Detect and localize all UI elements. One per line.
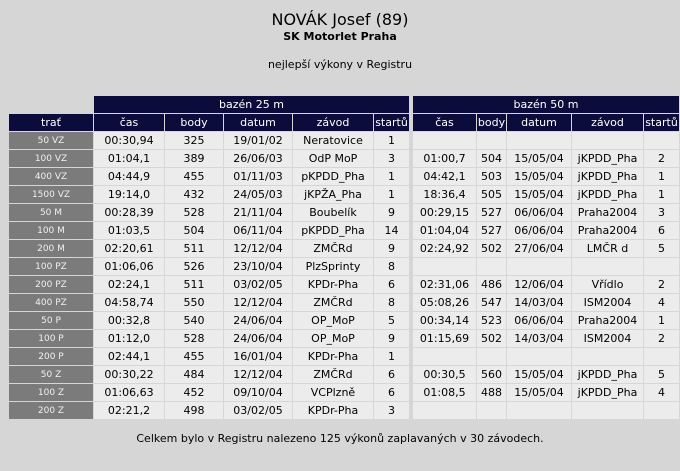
points-50-cell: 502: [477, 330, 506, 347]
points-50-cell: 486: [477, 276, 506, 293]
time-25-cell: 01:06,63: [94, 384, 164, 401]
points-50-cell: 503: [477, 168, 506, 185]
col-starts-50-header: startů: [645, 116, 678, 129]
meet-25-cell: ZMČRd: [293, 240, 373, 257]
meet-50-cell: [572, 402, 643, 419]
meet-50-cell: [572, 132, 643, 149]
starts-25-cell: 1: [374, 132, 409, 149]
date-25-cell: 12/12/04: [224, 294, 292, 311]
date-25-cell: 12/12/04: [224, 240, 292, 257]
row-gap: [410, 186, 412, 203]
pool-25-header: bazén 25 m: [94, 96, 409, 113]
meet-50-cell: jKPDD_Pha: [572, 366, 643, 383]
pool-50-header: bazén 50 m: [413, 96, 679, 113]
points-50-cell: [477, 132, 506, 149]
starts-25-cell: 14: [374, 222, 409, 239]
time-50-cell: [413, 402, 476, 419]
time-50-cell: 01:04,04: [413, 222, 476, 239]
date-25-cell: 16/01/04: [224, 348, 292, 365]
time-50-cell: 01:00,7: [413, 150, 476, 167]
points-50-cell: 505: [477, 186, 506, 203]
event-cell[interactable]: 100 M: [9, 222, 93, 239]
event-cell[interactable]: 200 P: [9, 348, 93, 365]
date-50-cell: 06/06/04: [507, 312, 571, 329]
date-25-cell: 23/10/04: [224, 258, 292, 275]
points-25-cell: 432: [165, 186, 223, 203]
starts-50-cell: 4: [644, 294, 679, 311]
meet-50-cell: Praha2004: [572, 222, 643, 239]
meet-25-cell: pKPDD_Pha: [293, 222, 373, 239]
event-cell[interactable]: 200 PZ: [9, 276, 93, 293]
time-25-cell: 00:32,8: [94, 312, 164, 329]
table-row: [9, 168, 679, 185]
time-25-cell: 01:03,5: [94, 222, 164, 239]
time-50-cell: 04:42,1: [413, 168, 476, 185]
event-cell[interactable]: 200 M: [9, 240, 93, 257]
row-gap: [410, 132, 412, 149]
starts-50-cell: 1: [644, 186, 679, 203]
starts-50-cell: 5: [644, 240, 679, 257]
date-50-cell: 15/05/04: [507, 186, 571, 203]
points-25-cell: 526: [165, 258, 223, 275]
event-cell[interactable]: 100 Z: [9, 384, 93, 401]
time-50-cell: 00:30,5: [413, 366, 476, 383]
meet-50-cell: Praha2004: [572, 204, 643, 221]
event-cell[interactable]: 100 PZ: [9, 258, 93, 275]
date-25-cell: 21/11/04: [224, 204, 292, 221]
row-gap: [410, 150, 412, 167]
meet-25-cell: pKPDD_Pha: [293, 168, 373, 185]
starts-50-cell: 3: [644, 204, 679, 221]
starts-25-cell: 9: [374, 240, 409, 257]
event-cell[interactable]: 50 P: [9, 312, 93, 329]
points-50-cell: [477, 348, 506, 365]
points-25-cell: 325: [165, 132, 223, 149]
time-25-cell: 01:06,06: [94, 258, 164, 275]
points-25-cell: 511: [165, 276, 223, 293]
meet-25-cell: ZMČRd: [293, 294, 373, 311]
starts-25-cell: 5: [374, 312, 409, 329]
time-50-cell: 18:36,4: [413, 186, 476, 203]
date-25-cell: 03/02/05: [224, 276, 292, 293]
starts-25-cell: 1: [374, 348, 409, 365]
col-starts-25-header: startů: [375, 116, 408, 129]
col-date-25-header: datum: [224, 114, 292, 131]
time-50-cell: 00:29,15: [413, 204, 476, 221]
col-meet-25-header: závod: [293, 114, 373, 131]
table-row: [9, 330, 679, 347]
table-row: [9, 312, 679, 329]
row-gap: [410, 312, 412, 329]
col-event-header: trať: [9, 114, 93, 131]
time-25-cell: 02:24,1: [94, 276, 164, 293]
meet-50-cell: Vřídlo: [572, 276, 643, 293]
points-50-cell: 527: [477, 204, 506, 221]
points-25-cell: 498: [165, 402, 223, 419]
date-50-cell: 06/06/04: [507, 222, 571, 239]
time-25-cell: 00:30,22: [94, 366, 164, 383]
date-50-cell: [507, 402, 571, 419]
starts-50-cell: [644, 402, 679, 419]
event-cell[interactable]: 50 M: [9, 204, 93, 221]
table-row: [9, 348, 679, 365]
meet-50-cell: jKPDD_Pha: [572, 168, 643, 185]
starts-50-cell: [644, 348, 679, 365]
date-25-cell: 24/05/03: [224, 186, 292, 203]
row-gap: [410, 222, 412, 239]
meet-50-cell: jKPDD_Pha: [572, 150, 643, 167]
date-25-cell: 09/10/04: [224, 384, 292, 401]
meet-50-cell: jKPDD_Pha: [572, 384, 643, 401]
table-row: [9, 150, 679, 167]
time-25-cell: 01:12,0: [94, 330, 164, 347]
points-50-cell: 488: [477, 384, 506, 401]
points-25-cell: 452: [165, 384, 223, 401]
points-50-cell: 527: [477, 222, 506, 239]
time-25-cell: 04:58,74: [94, 294, 164, 311]
date-25-cell: 24/06/04: [224, 330, 292, 347]
event-cell[interactable]: 200 Z: [9, 402, 93, 419]
table-row: [9, 276, 679, 293]
starts-25-cell: 6: [374, 276, 409, 293]
starts-25-cell: 9: [374, 204, 409, 221]
starts-50-cell: 2: [644, 276, 679, 293]
time-50-cell: [413, 258, 476, 275]
date-50-cell: [507, 348, 571, 365]
starts-50-cell: 6: [644, 222, 679, 239]
time-25-cell: 00:30,94: [94, 132, 164, 149]
col-meet-50-header: závod: [572, 114, 643, 131]
date-50-cell: 15/05/04: [507, 150, 571, 167]
pool-header-row: [9, 96, 679, 113]
points-25-cell: 504: [165, 222, 223, 239]
time-25-cell: 01:04,1: [94, 150, 164, 167]
date-50-cell: 12/06/04: [507, 276, 571, 293]
meet-50-cell: [572, 348, 643, 365]
meet-25-cell: OdP MoP: [293, 150, 373, 167]
table-row: [9, 258, 679, 275]
table-row: [9, 366, 679, 383]
meet-25-cell: Boubelík: [293, 204, 373, 221]
date-50-cell: 15/05/04: [507, 384, 571, 401]
meet-50-cell: LMČR d: [572, 240, 643, 257]
meet-50-cell: ISM2004: [572, 330, 643, 347]
points-25-cell: 550: [165, 294, 223, 311]
points-25-cell: 528: [165, 204, 223, 221]
row-gap: [410, 384, 412, 401]
table-row: [9, 132, 679, 149]
date-25-cell: 24/06/04: [224, 312, 292, 329]
points-50-cell: 547: [477, 294, 506, 311]
points-25-cell: 511: [165, 240, 223, 257]
starts-50-cell: 4: [644, 384, 679, 401]
starts-25-cell: 3: [374, 150, 409, 167]
meet-50-cell: Praha2004: [572, 312, 643, 329]
meet-25-cell: jKPŽA_Pha: [293, 186, 373, 203]
date-25-cell: 06/11/04: [224, 222, 292, 239]
event-cell[interactable]: 1500 VZ: [9, 186, 93, 203]
swimmer-name: NOVÁK Josef (89): [271, 10, 409, 29]
event-cell[interactable]: 100 VZ: [9, 150, 93, 167]
points-50-cell: [477, 402, 506, 419]
page-subtitle: nejlepší výkony v Registru: [267, 58, 413, 71]
starts-50-cell: 2: [644, 330, 679, 347]
points-25-cell: 455: [165, 348, 223, 365]
date-50-cell: 14/03/04: [507, 330, 571, 347]
time-50-cell: [413, 348, 476, 365]
starts-25-cell: 6: [374, 384, 409, 401]
time-50-cell: 01:15,69: [413, 330, 476, 347]
time-25-cell: 02:44,1: [94, 348, 164, 365]
starts-50-cell: 5: [644, 366, 679, 383]
points-50-cell: 560: [477, 366, 506, 383]
row-gap: [410, 240, 412, 257]
row-gap: [410, 276, 412, 293]
points-25-cell: 484: [165, 366, 223, 383]
starts-50-cell: [644, 258, 679, 275]
meet-50-cell: ISM2004: [572, 294, 643, 311]
event-cell[interactable]: 50 VZ: [9, 132, 93, 149]
time-25-cell: 00:28,39: [94, 204, 164, 221]
row-gap: [410, 168, 412, 185]
pool-gap: [410, 96, 412, 113]
date-50-cell: [507, 258, 571, 275]
meet-25-cell: Neratovice: [293, 132, 373, 149]
points-50-cell: 504: [477, 150, 506, 167]
event-cell[interactable]: 50 Z: [9, 366, 93, 383]
points-25-cell: 540: [165, 312, 223, 329]
col-time-25-header: čas: [94, 114, 164, 131]
row-gap: [410, 330, 412, 347]
date-25-cell: 12/12/04: [224, 366, 292, 383]
points-50-cell: 502: [477, 240, 506, 257]
col-points-25-header: body: [165, 114, 223, 131]
date-25-cell: 03/02/05: [224, 402, 292, 419]
time-50-cell: 02:31,06: [413, 276, 476, 293]
row-gap: [410, 294, 412, 311]
starts-50-cell: 2: [644, 150, 679, 167]
time-50-cell: 01:08,5: [413, 384, 476, 401]
points-25-cell: 389: [165, 150, 223, 167]
starts-25-cell: 9: [374, 330, 409, 347]
table-row: [9, 204, 679, 221]
table-row: [9, 402, 679, 419]
row-gap: [410, 348, 412, 365]
event-cell[interactable]: 400 VZ: [9, 168, 93, 185]
meet-25-cell: OP_MoP: [293, 312, 373, 329]
time-25-cell: 02:20,61: [94, 240, 164, 257]
table-row: [9, 186, 679, 203]
row-gap: [410, 258, 412, 275]
date-50-cell: 15/05/04: [507, 168, 571, 185]
row-gap: [410, 204, 412, 221]
starts-25-cell: 1: [374, 168, 409, 185]
column-gap: [410, 114, 412, 131]
table-row: [9, 240, 679, 257]
time-25-cell: 04:44,9: [94, 168, 164, 185]
column-header-row: [9, 114, 679, 131]
starts-25-cell: 8: [374, 258, 409, 275]
meet-25-cell: PlzSprinty: [293, 258, 373, 275]
table-row: [9, 222, 679, 239]
points-50-cell: [477, 258, 506, 275]
starts-25-cell: 8: [374, 294, 409, 311]
date-50-cell: 14/03/04: [507, 294, 571, 311]
date-25-cell: 26/06/03: [224, 150, 292, 167]
meet-25-cell: KPDr-Pha: [293, 402, 373, 419]
event-cell[interactable]: 400 PZ: [9, 294, 93, 311]
time-50-cell: 02:24,92: [413, 240, 476, 257]
time-25-cell: 02:21,2: [94, 402, 164, 419]
club-name: SK Motorlet Praha: [283, 30, 397, 43]
table-row: [9, 384, 679, 401]
col-points-50-header: body: [477, 116, 506, 129]
meet-50-cell: jKPDD_Pha: [572, 186, 643, 203]
starts-25-cell: 3: [374, 402, 409, 419]
meet-25-cell: VCPlzně: [293, 384, 373, 401]
time-50-cell: 05:08,26: [413, 294, 476, 311]
meet-25-cell: KPDr-Pha: [293, 276, 373, 293]
col-date-50-header: datum: [507, 114, 571, 131]
event-cell[interactable]: 100 P: [9, 330, 93, 347]
row-gap: [410, 402, 412, 419]
starts-50-cell: 1: [644, 312, 679, 329]
date-50-cell: 27/06/04: [507, 240, 571, 257]
starts-25-cell: 1: [374, 186, 409, 203]
starts-50-cell: [644, 132, 679, 149]
time-50-cell: 00:34,14: [413, 312, 476, 329]
page-header: [0, 10, 680, 72]
header-spacer: [9, 96, 93, 113]
time-25-cell: 19:14,0: [94, 186, 164, 203]
starts-50-cell: 1: [644, 168, 679, 185]
row-gap: [410, 366, 412, 383]
points-25-cell: 528: [165, 330, 223, 347]
results-summary: Celkem bylo v Registru nalezeno 125 výkonů zaplavaných v 30 závodech.: [136, 432, 544, 445]
date-50-cell: [507, 132, 571, 149]
date-25-cell: 01/11/03: [224, 168, 292, 185]
date-25-cell: 19/01/02: [224, 132, 292, 149]
table-row: [9, 294, 679, 311]
date-50-cell: 06/06/04: [507, 204, 571, 221]
meet-50-cell: [572, 258, 643, 275]
meet-25-cell: KPDr-Pha: [293, 348, 373, 365]
time-50-cell: [413, 132, 476, 149]
date-50-cell: 15/05/04: [507, 366, 571, 383]
meet-25-cell: OP_MoP: [293, 330, 373, 347]
points-25-cell: 455: [165, 168, 223, 185]
starts-25-cell: 6: [374, 366, 409, 383]
points-50-cell: 523: [477, 312, 506, 329]
col-time-50-header: čas: [413, 114, 476, 131]
results-table: [8, 95, 680, 420]
meet-25-cell: ZMČRd: [293, 366, 373, 383]
